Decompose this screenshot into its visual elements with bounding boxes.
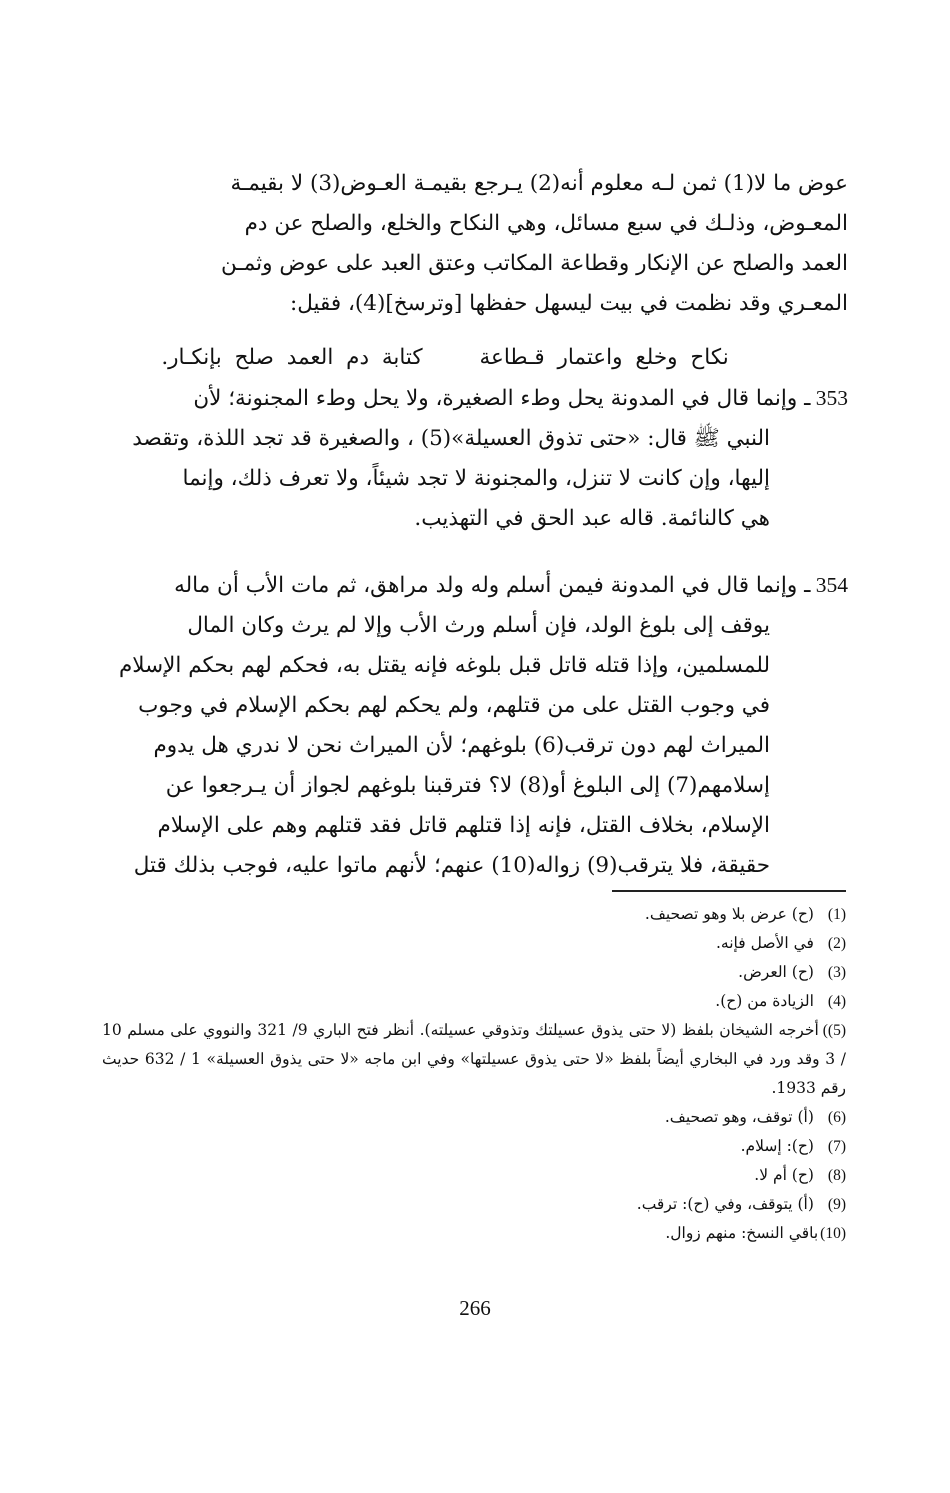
footnote (102, 1161, 846, 1190)
footnote-label: (9) (827, 1196, 846, 1213)
intro-paragraph (102, 164, 848, 324)
text-line: الإسلام، بخلاف القتل، فإنه إذا قتلهم قاتل فقد قتلهم وهم على الإسلام (157, 813, 770, 838)
text-line (102, 378, 848, 419)
text-line: المعـوض، وذلـك في سبع مسائل، وهي النكاح والخلع، والصلح عن دم (244, 211, 848, 236)
footnote (102, 1103, 846, 1132)
footnote-label: (5)) (822, 1022, 846, 1039)
footnote-label: (3) (827, 964, 846, 981)
footnote (102, 1190, 846, 1219)
text-line: عوض ما لا(1) ثمن لـه معلوم أنه(2) يـرجع بقيمـة العـوض(3) لا بقيمـة (230, 171, 848, 196)
paragraph-354 (102, 565, 848, 886)
text-line: للمسلمين، وإذا قتله قاتل قبل بلوغه فإنه يقتل به، فحكم لهم بحكم الإسلام (118, 653, 770, 678)
footnote-label: (4) (827, 993, 846, 1010)
footnote-text: (أ) يتوقف، وفي (ح): ترقب. (636, 1195, 814, 1213)
footnote-text: الزيادة من (ح). (715, 992, 814, 1010)
footnote-text: (ح) عرض بلا وهو تصحيف. (644, 905, 814, 923)
footnote-label: (1) (827, 906, 846, 923)
footnote-label: (6) (827, 1109, 846, 1126)
text-line: حقيقة، فلا يترقب(9) زواله(10) عنهم؛ لأنهم ماتوا عليه، فوجب بذلك قتل (133, 853, 770, 878)
footnotes (102, 900, 846, 1248)
text-line-content: وإنما قال في المدونة يحل وطء الصغيرة، ولا يحل وطء المجنونة؛ لأن (193, 386, 798, 411)
text-line: هي كالنائمة. قاله عبد الحق في التهذيب. (414, 506, 770, 531)
text-line: المعـري وقد نظمت في بيت ليسهل حفظها [وترسخ](4)، فقيل: (289, 291, 848, 316)
page-number: 266 (459, 1296, 491, 1320)
footnote-label: (8) (827, 1167, 846, 1184)
footnote-text: (أ) توقف، وهو تصحيف. (664, 1108, 814, 1126)
text-line: يوقف إلى بلوغ الولد، فإن أسلم ورث الأب وإلا لم يرث وكان المال (187, 613, 770, 638)
text-line: إليها، وإن كانت لا تنزل، والمجنونة لا تجد شيئاً، ولا تعرف ذلك، وإنما (182, 466, 770, 491)
footnote (102, 958, 846, 987)
paragraph-353 (102, 378, 848, 539)
footnote-text: أخرجه الشيخان بلفظ (لا حتى يذوق عسيلتك وتذوقي عسيلته). أنظر فتح الباري 9/ 321 والنووي على مسلم 10 / 3 وقد ورد في البخاري أيضاً بلفظ «لا حتى يذوق عسيلتها» وفي ابن ماجه «لا حتى يذوق العسيلة» 1 / 632 حديث رقم 1933. (102, 1021, 846, 1097)
paragraph-number: 354 ـ (804, 573, 848, 597)
footnote (102, 1219, 846, 1248)
footnote-label: (7) (827, 1138, 846, 1155)
verse-hemistich-left: كتابة دم العمد صلح بإنكـار. (161, 345, 423, 370)
footnote-label: (10) (820, 1225, 846, 1242)
footnote (102, 987, 846, 1016)
verse-hemistich-right: نكاح وخلع واعتمار قـطاعة (479, 345, 729, 370)
footnote (102, 929, 846, 958)
text-line-content: وإنما قال في المدونة فيمن أسلم وله ولد مراهق، ثم مات الأب أن ماله (174, 573, 798, 598)
footnote-separator (612, 890, 846, 892)
footnote-text: (ح) العرض. (738, 963, 814, 981)
footnote-label: (2) (827, 935, 846, 952)
text-line: العمد والصلح عن الإنكار وقطاعة المكاتب وعتق العبد على عوض وثمـن (221, 251, 848, 276)
text-line (102, 565, 848, 606)
footnote-text: في الأصل فإنه. (715, 934, 814, 952)
text-line: الميراث لهم دون ترقب(6) بلوغهم؛ لأن الميراث نحن لا ندري هل يدوم (153, 733, 770, 758)
text-line: إسلامهم(7) إلى البلوغ أو(8) لا؟ فترقبنا بلوغهم لجواز أن يـرجعوا عن (165, 773, 770, 798)
verse-line (102, 338, 848, 378)
footnote (102, 1132, 846, 1161)
footnote-text: (ح) أم لا. (754, 1166, 814, 1184)
footnote (102, 1016, 846, 1103)
paragraph-number: 353 ـ (804, 386, 848, 410)
footnote-text: باقي النسخ: منهم زوال. (665, 1224, 819, 1242)
text-line: في وجوب القتل على من قتلهم، ولم يحكم لهم بحكم الإسلام في وجوب (138, 693, 770, 718)
text-line: النبي ﷺ قال: «حتى تذوق العسيلة»(5) ، والصغيرة قد تجد اللذة، وتقصد (132, 426, 770, 451)
footnote (102, 900, 846, 929)
main-text (102, 164, 848, 886)
footnote-text: (ح): إسلام. (740, 1137, 814, 1155)
